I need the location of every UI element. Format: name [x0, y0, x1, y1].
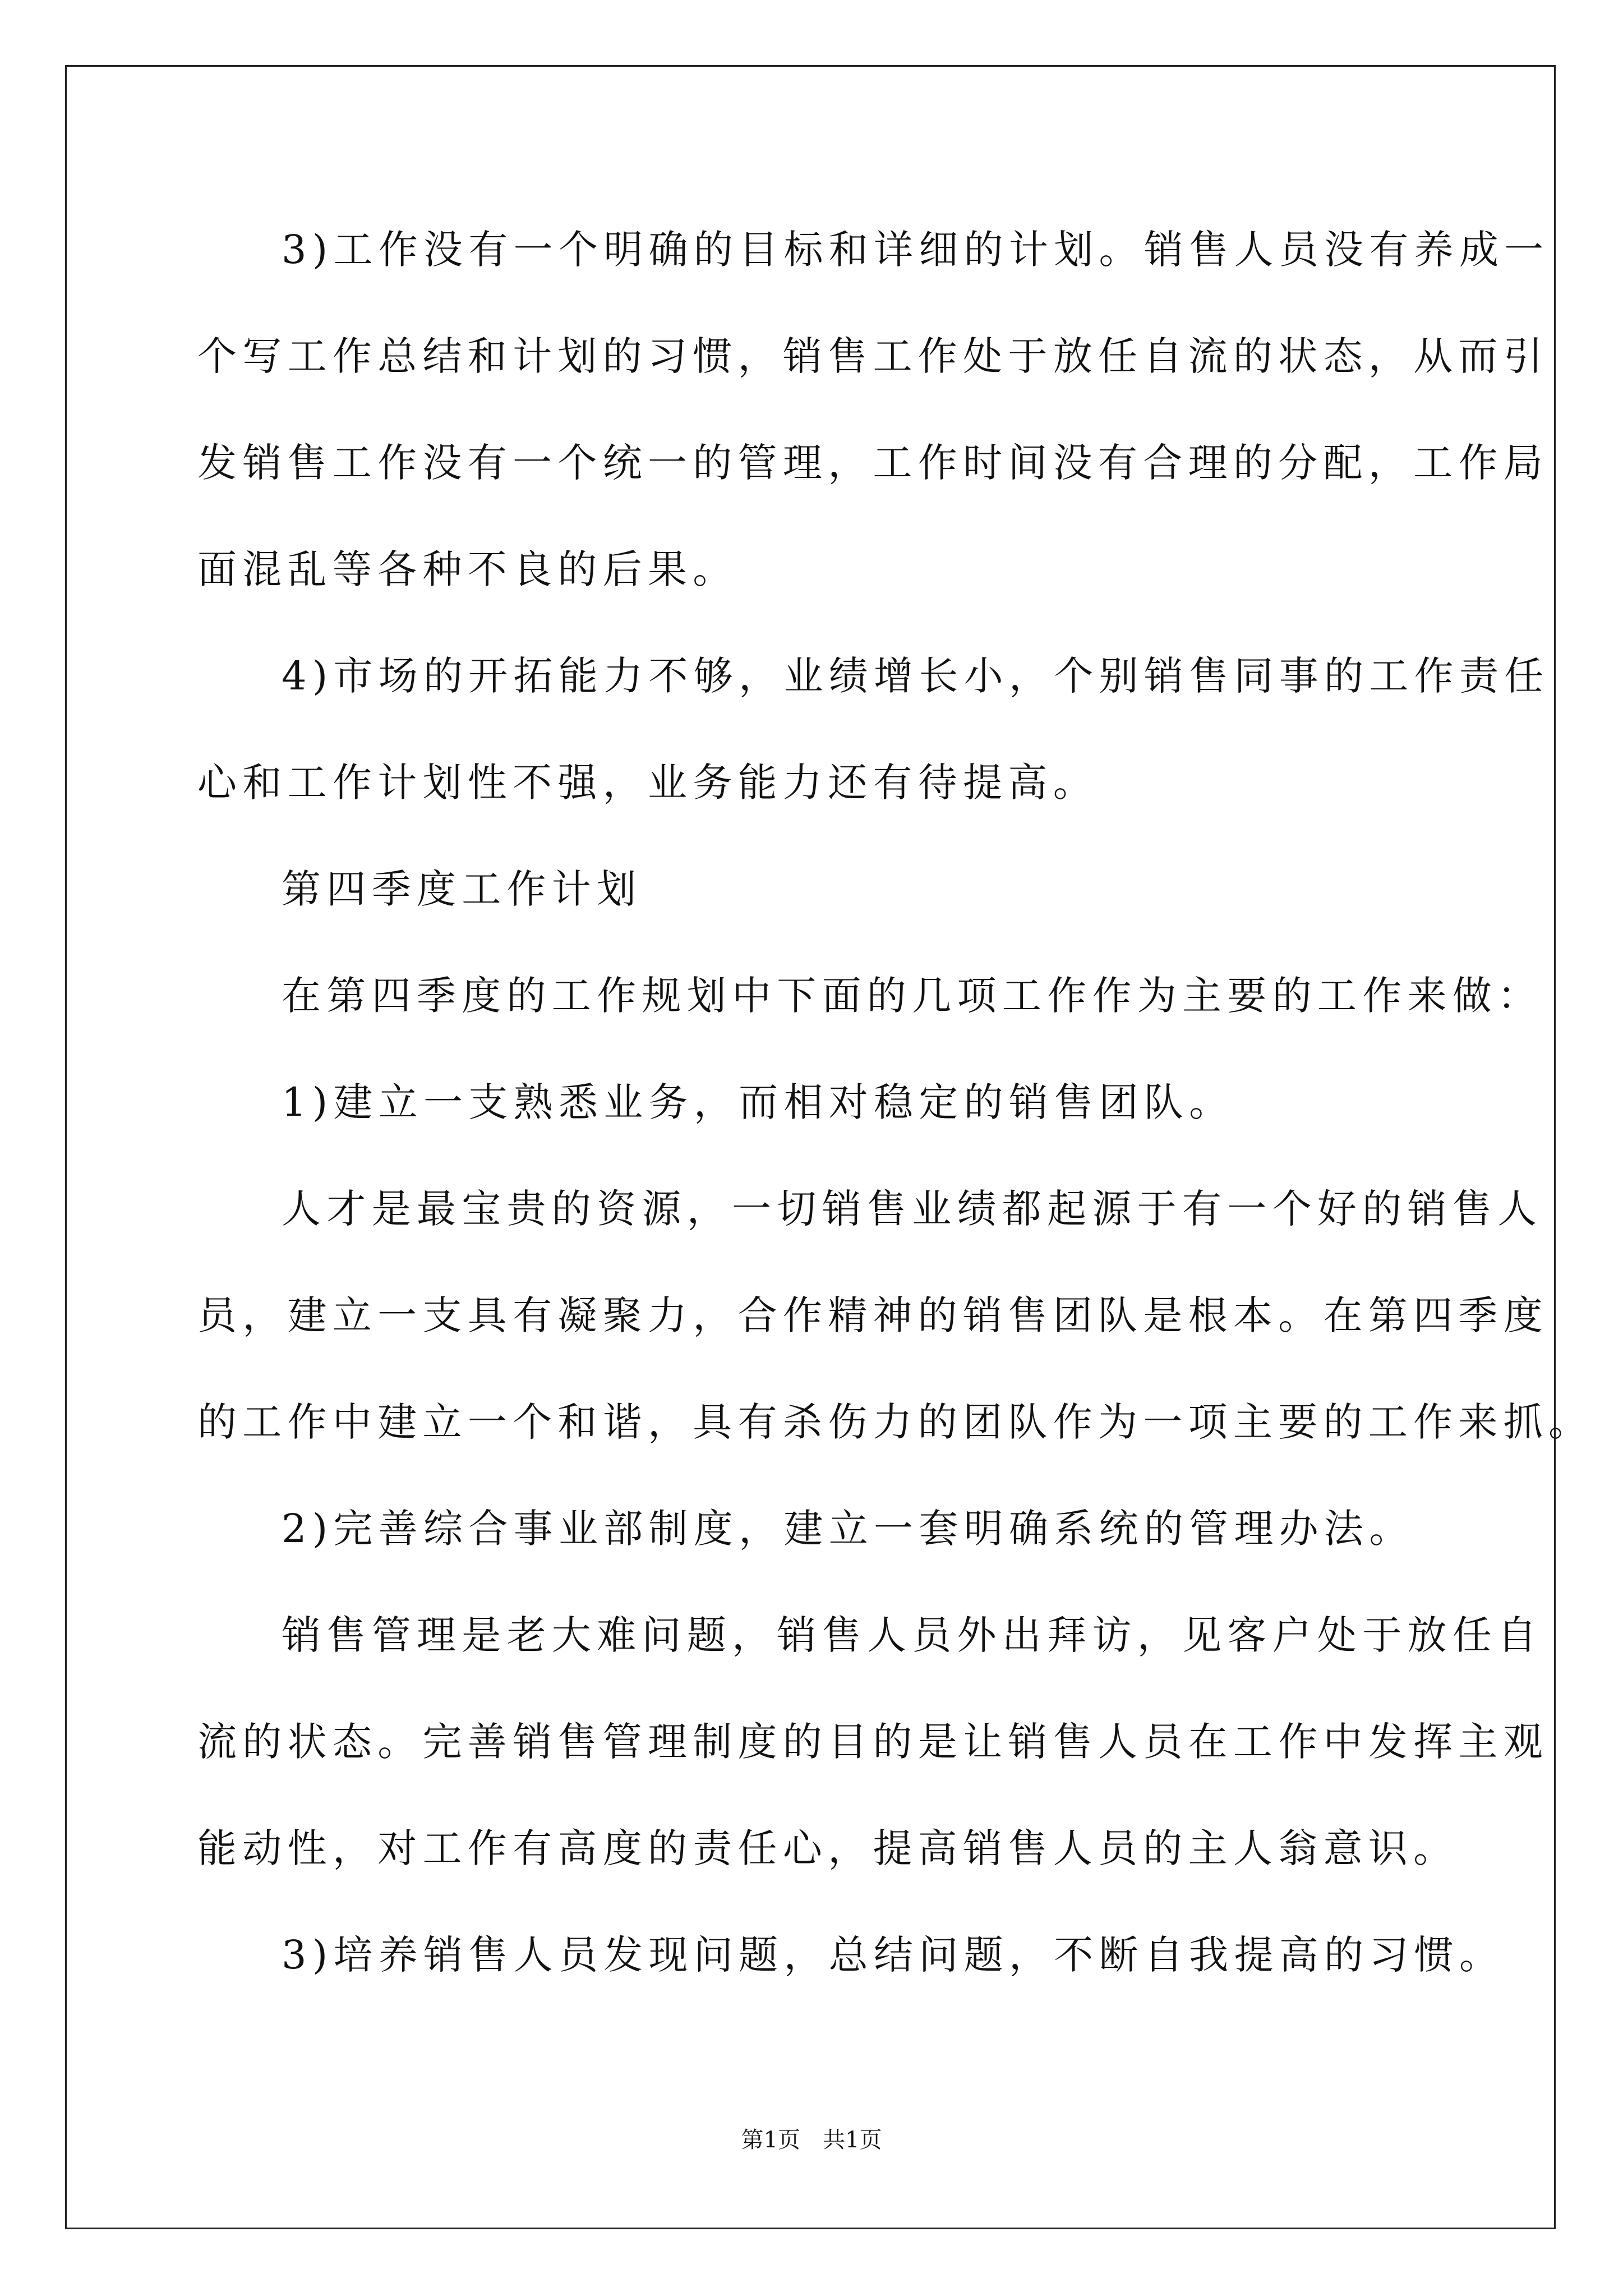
text-line: 流的状态。完善销售管理制度的目的是让销售人员在工作中发挥主观	[197, 1719, 1548, 1765]
text-line: 个写工作总结和计划的习惯，销售工作处于放任自流的状态，从而引	[197, 333, 1548, 379]
text-line: 1)建立一支熟悉业务，而相对稳定的销售团队。	[282, 1079, 1234, 1125]
text-line: 能动性，对工作有高度的责任心，提高销售人员的主人翁意识。	[197, 1825, 1459, 1871]
text-line: 员，建立一支具有凝聚力，合作精神的销售团队是根本。在第四季度	[197, 1292, 1548, 1338]
text-line: 人才是最宝贵的资源，一切销售业绩都起源于有一个好的销售人	[282, 1186, 1543, 1232]
text-line: 面混乱等各种不良的后果。	[197, 546, 738, 592]
section-heading: 第四季度工作计划	[282, 866, 642, 912]
page-border	[65, 65, 1556, 2229]
text-line: 2)完善综合事业部制度，建立一套明确系统的管理办法。	[282, 1506, 1414, 1552]
text-line: 发销售工作没有一个统一的管理，工作时间没有合理的分配，工作局	[197, 440, 1548, 486]
text-line: 销售管理是老大难问题，销售人员外出拜访，见客户处于放任自	[282, 1612, 1543, 1658]
text-line: 4)市场的开拓能力不够，业绩增长小，个别销售同事的工作责任	[282, 653, 1550, 699]
text-line: 心和工作计划性不强，业务能力还有待提高。	[197, 760, 1098, 806]
text-line: 3)工作没有一个明确的目标和详细的计划。销售人员没有养成一	[282, 227, 1550, 273]
text-line: 在第四季度的工作规划中下面的几项工作作为主要的工作来做：	[282, 973, 1543, 1019]
page-footer: 第1页 共1页	[741, 2127, 882, 2153]
text-line: 的工作中建立一个和谐，具有杀伤力的团队作为一项主要的工作来抓。	[197, 1399, 1594, 1445]
text-line: 3)培养销售人员发现问题，总结问题，不断自我提高的习惯。	[282, 1932, 1505, 1978]
